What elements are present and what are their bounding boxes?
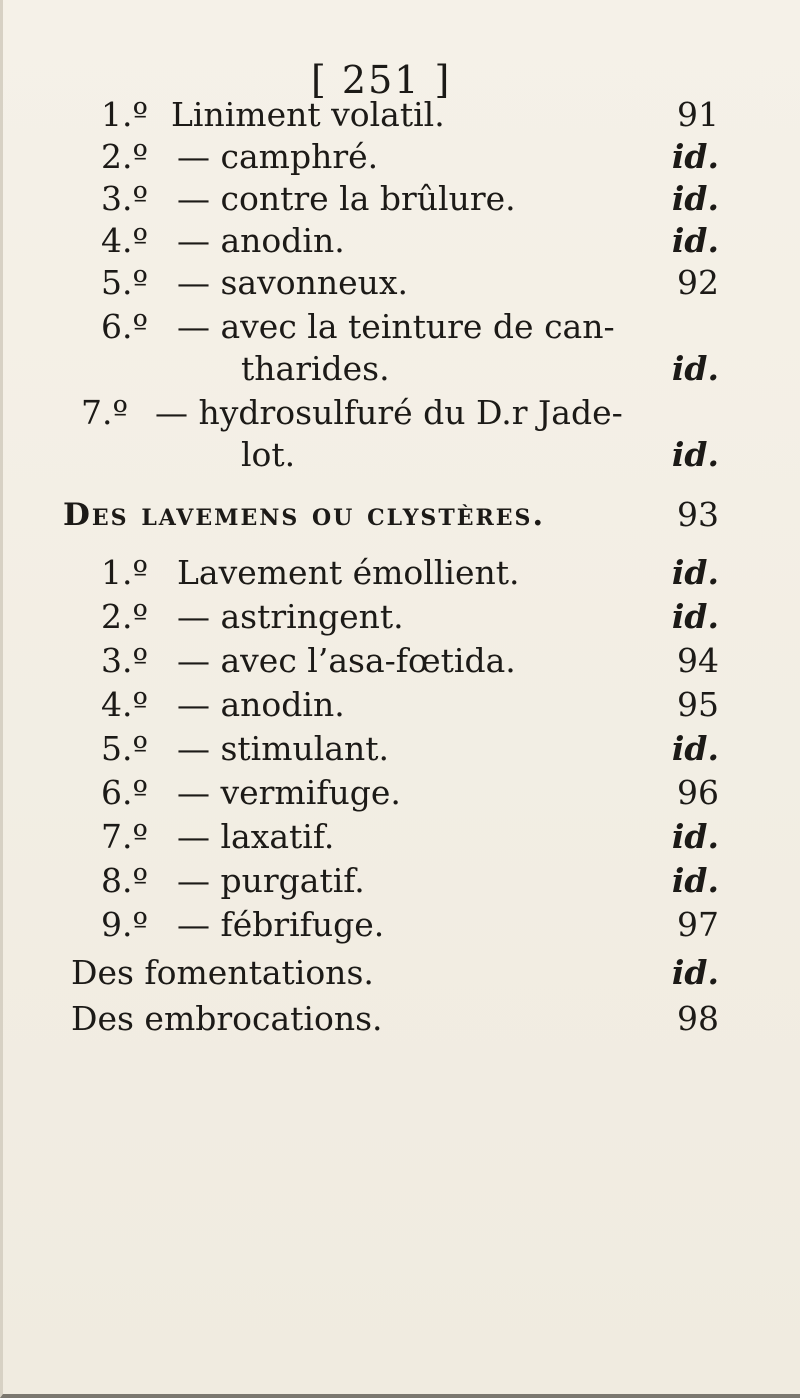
item-text: — avec la teinture de can- bbox=[177, 307, 615, 346]
item-number: 1.º bbox=[101, 95, 149, 134]
item-number: 1.º bbox=[101, 553, 149, 592]
page-reference: 96 bbox=[677, 773, 719, 812]
item-number: 5.º bbox=[101, 729, 149, 768]
page-reference: 93 bbox=[677, 495, 719, 534]
page-reference: 92 bbox=[677, 263, 719, 302]
item-text: — anodin. bbox=[177, 685, 345, 724]
list-item bbox=[3, 948, 800, 998]
page-reference: id. bbox=[671, 179, 719, 218]
item-number: 3.º bbox=[101, 641, 149, 680]
page-reference: id. bbox=[671, 729, 719, 768]
item-text: Des embrocations. bbox=[71, 999, 383, 1038]
page-reference: id. bbox=[671, 435, 719, 474]
page-reference: id. bbox=[671, 817, 719, 856]
list-item-continuation bbox=[3, 430, 800, 480]
page-reference: 97 bbox=[677, 905, 719, 944]
item-text: lot. bbox=[241, 435, 296, 474]
list-item bbox=[3, 994, 800, 1044]
item-text: — vermifuge. bbox=[177, 773, 401, 812]
item-number: 2.º bbox=[101, 597, 149, 636]
item-text: — contre la brûlure. bbox=[177, 179, 516, 218]
item-text: Lavement émollient. bbox=[177, 553, 520, 592]
item-text: — stimulant. bbox=[177, 729, 390, 768]
page-reference: 91 bbox=[677, 95, 719, 134]
item-text: — anodin. bbox=[177, 221, 345, 260]
page-reference: 94 bbox=[677, 641, 719, 680]
page-reference: 98 bbox=[677, 999, 719, 1038]
list-item bbox=[3, 812, 800, 862]
list-item bbox=[3, 680, 800, 730]
item-text: Des fomentations. bbox=[71, 953, 374, 992]
list-item-continuation bbox=[3, 344, 800, 394]
item-text: — avec l’asa-fœtida. bbox=[177, 641, 516, 680]
item-number: 4.º bbox=[101, 221, 149, 260]
item-number: 7.º bbox=[81, 393, 129, 432]
item-number: 3.º bbox=[101, 179, 149, 218]
list-item bbox=[3, 636, 800, 686]
page-reference: id. bbox=[671, 221, 719, 260]
item-number: 2.º bbox=[101, 137, 149, 176]
page-reference: id. bbox=[671, 137, 719, 176]
item-number: 7.º bbox=[101, 817, 149, 856]
page-reference: 95 bbox=[677, 685, 719, 724]
page-reference: id. bbox=[671, 349, 719, 388]
list-item bbox=[3, 548, 800, 598]
list-item bbox=[3, 592, 800, 642]
item-number: 9.º bbox=[101, 905, 149, 944]
item-number: 8.º bbox=[101, 861, 149, 900]
item-text: — fébrifuge. bbox=[177, 905, 385, 944]
item-text: — savonneux. bbox=[177, 263, 408, 302]
item-text: tharides. bbox=[241, 349, 390, 388]
item-number: 5.º bbox=[101, 263, 149, 302]
page-reference: id. bbox=[671, 953, 719, 992]
page-number: [ 251 ] bbox=[311, 58, 452, 102]
item-number: 6.º bbox=[101, 773, 149, 812]
list-item bbox=[3, 900, 800, 950]
section-heading bbox=[3, 490, 800, 540]
item-text: — hydrosulfuré du D.r Jade- bbox=[155, 393, 623, 432]
item-text: — astringent. bbox=[177, 597, 404, 636]
item-number: 4.º bbox=[101, 685, 149, 724]
item-text: — laxatif. bbox=[177, 817, 335, 856]
list-item bbox=[3, 258, 800, 308]
page-reference: id. bbox=[671, 553, 719, 592]
item-number: 6.º bbox=[101, 307, 149, 346]
page-reference: id. bbox=[671, 861, 719, 900]
item-text: — camphré. bbox=[177, 137, 379, 176]
item-text: — purgatif. bbox=[177, 861, 365, 900]
list-item bbox=[3, 768, 800, 818]
section-title: Des lavemens ou clystères. bbox=[63, 497, 546, 533]
item-text: Liniment volatil. bbox=[171, 95, 445, 134]
list-item bbox=[3, 724, 800, 774]
page-reference: id. bbox=[671, 597, 719, 636]
list-item bbox=[3, 856, 800, 906]
